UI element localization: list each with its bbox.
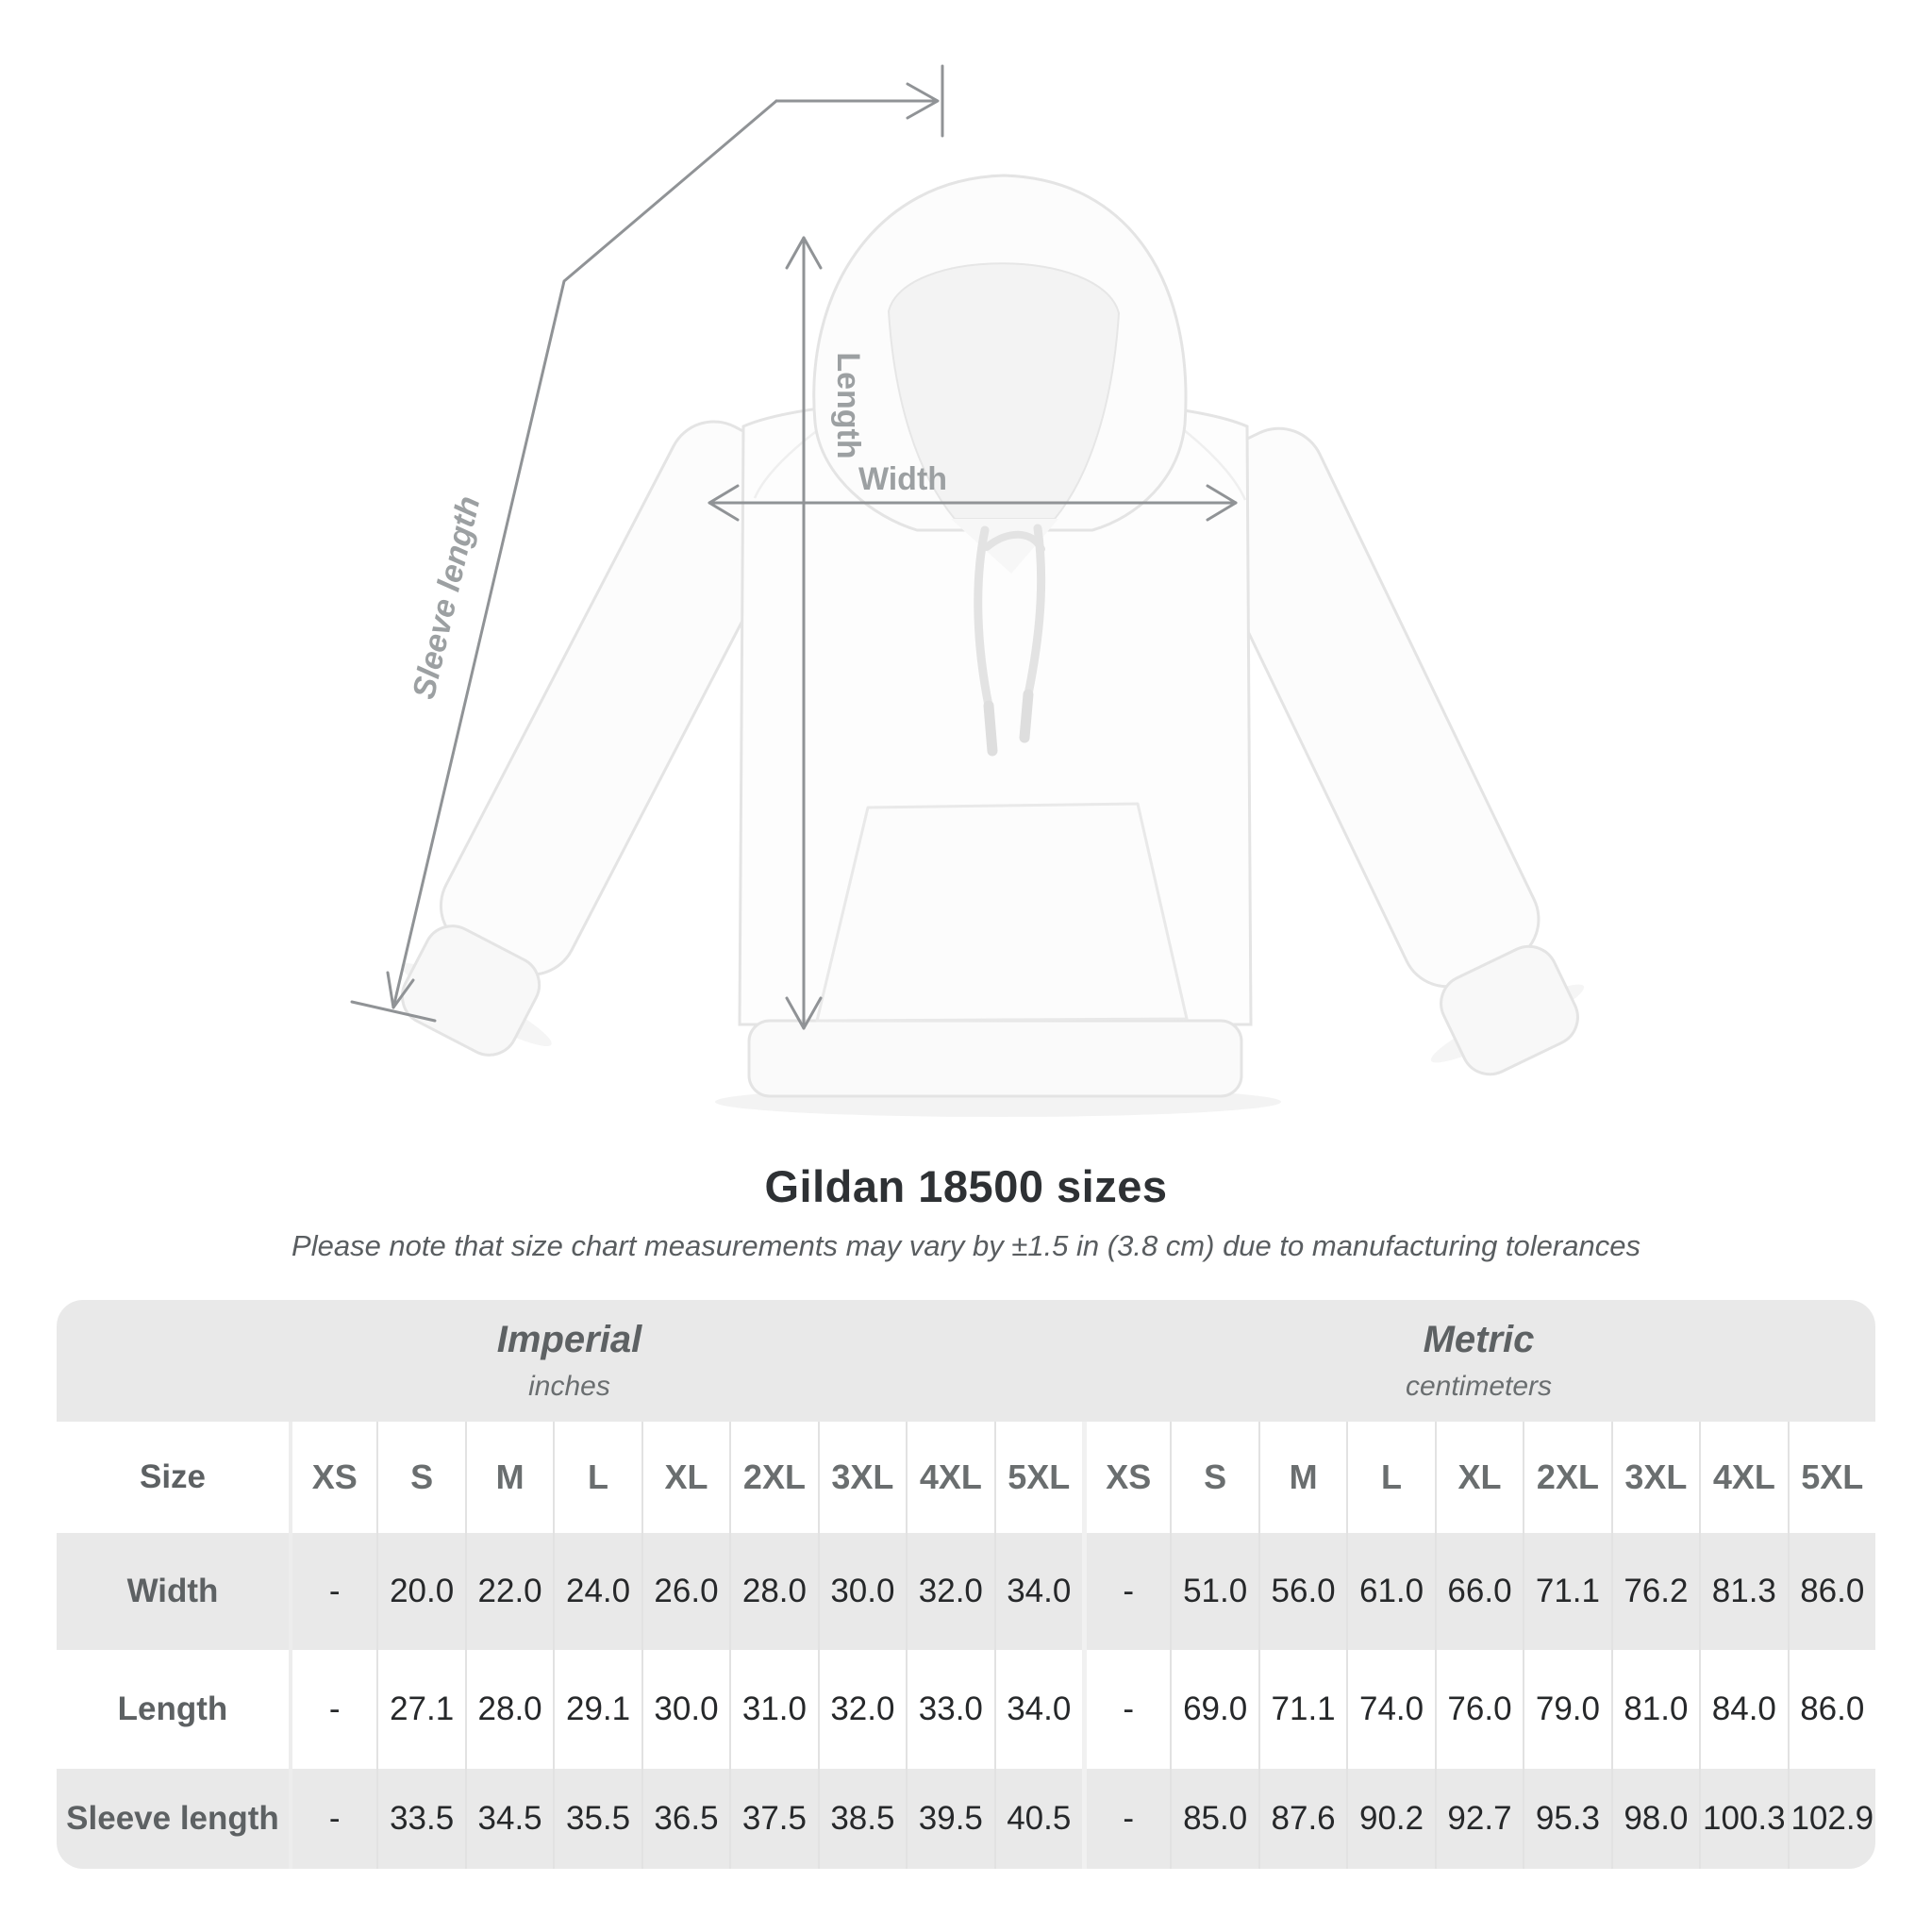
cell-width-metric-3xl: 76.2 bbox=[1611, 1533, 1699, 1650]
sleeve-length-label: Sleeve length bbox=[406, 492, 488, 703]
cell-width-imperial-l: 24.0 bbox=[553, 1533, 641, 1650]
cell-sleeve-length-imperial-xs: - bbox=[289, 1769, 376, 1869]
page-subtitle: Please note that size chart measurements may vary by ±1.5 in (3.8 cm) due to manufacturing tolerances bbox=[291, 1229, 1641, 1262]
size-header-2xl-metric: 2XL bbox=[1523, 1422, 1610, 1533]
cell-width-imperial-xl: 26.0 bbox=[641, 1533, 729, 1650]
cell-length-metric-xs: - bbox=[1082, 1650, 1170, 1769]
imperial-group-header bbox=[57, 1300, 1082, 1422]
size-header-xs-imperial: XS bbox=[289, 1422, 376, 1533]
cell-length-imperial-3xl: 32.0 bbox=[818, 1650, 906, 1769]
cell-width-imperial-3xl: 30.0 bbox=[818, 1533, 906, 1650]
cell-width-imperial-5xl: 34.0 bbox=[994, 1533, 1082, 1650]
cell-width-imperial-m: 22.0 bbox=[465, 1533, 553, 1650]
hoodie-illustration bbox=[392, 175, 1590, 1117]
size-header-xl-imperial: XL bbox=[641, 1422, 729, 1533]
size-header-4xl-metric: 4XL bbox=[1699, 1422, 1787, 1533]
cell-sleeve-length-metric-xl: 92.7 bbox=[1435, 1769, 1523, 1869]
size-header-2xl-imperial: 2XL bbox=[729, 1422, 817, 1533]
size-table-grid bbox=[57, 1300, 1875, 1869]
cell-width-metric-s: 51.0 bbox=[1170, 1533, 1257, 1650]
hem-band bbox=[749, 1021, 1241, 1096]
cell-length-metric-m: 71.1 bbox=[1258, 1650, 1346, 1769]
cell-sleeve-length-imperial-l: 35.5 bbox=[553, 1769, 641, 1869]
cell-width-imperial-s: 20.0 bbox=[376, 1533, 464, 1650]
size-header-l-imperial: L bbox=[553, 1422, 641, 1533]
cell-length-metric-s: 69.0 bbox=[1170, 1650, 1257, 1769]
cell-width-metric-5xl: 86.0 bbox=[1788, 1533, 1875, 1650]
cell-length-imperial-2xl: 31.0 bbox=[729, 1650, 817, 1769]
cell-length-metric-5xl: 86.0 bbox=[1788, 1650, 1875, 1769]
size-header-m-imperial: M bbox=[465, 1422, 553, 1533]
cell-width-metric-2xl: 71.1 bbox=[1523, 1533, 1610, 1650]
cell-sleeve-length-metric-4xl: 100.3 bbox=[1699, 1769, 1787, 1869]
size-header-l-metric: L bbox=[1346, 1422, 1434, 1533]
size-header-xl-metric: XL bbox=[1435, 1422, 1523, 1533]
size-header-xs-metric: XS bbox=[1082, 1422, 1170, 1533]
size-header-m-metric: M bbox=[1258, 1422, 1346, 1533]
size-header-s-metric: S bbox=[1170, 1422, 1257, 1533]
cell-sleeve-length-imperial-s: 33.5 bbox=[376, 1769, 464, 1869]
cell-sleeve-length-metric-l: 90.2 bbox=[1346, 1769, 1434, 1869]
length-label: Length bbox=[830, 352, 866, 459]
size-header-3xl-imperial: 3XL bbox=[818, 1422, 906, 1533]
row-label-width: Width bbox=[57, 1533, 289, 1650]
size-column-header: Size bbox=[139, 1458, 207, 1495]
kangaroo-pocket bbox=[817, 804, 1187, 1021]
size-header-4xl-imperial: 4XL bbox=[906, 1422, 993, 1533]
width-label: Width bbox=[858, 461, 948, 497]
cell-width-imperial-xs: - bbox=[289, 1533, 376, 1650]
cell-width-metric-xl: 66.0 bbox=[1435, 1533, 1523, 1650]
cell-length-imperial-xl: 30.0 bbox=[641, 1650, 729, 1769]
cell-sleeve-length-imperial-2xl: 37.5 bbox=[729, 1769, 817, 1869]
cell-sleeve-length-metric-xs: - bbox=[1082, 1769, 1170, 1869]
cell-sleeve-length-metric-s: 85.0 bbox=[1170, 1769, 1257, 1869]
size-header-3xl-metric: 3XL bbox=[1611, 1422, 1699, 1533]
cell-width-imperial-4xl: 32.0 bbox=[906, 1533, 993, 1650]
cell-length-metric-xl: 76.0 bbox=[1435, 1650, 1523, 1769]
cell-length-metric-2xl: 79.0 bbox=[1523, 1650, 1610, 1769]
cell-length-metric-3xl: 81.0 bbox=[1611, 1650, 1699, 1769]
cell-length-imperial-l: 29.1 bbox=[553, 1650, 641, 1769]
row-label-sleeve-length: Sleeve length bbox=[57, 1769, 289, 1869]
metric-group-title: Metric bbox=[1423, 1319, 1535, 1360]
size-header-s-imperial: S bbox=[376, 1422, 464, 1533]
cell-sleeve-length-imperial-5xl: 40.5 bbox=[994, 1769, 1082, 1869]
size-header-5xl-imperial: 5XL bbox=[994, 1422, 1082, 1533]
metric-group-unit: centimeters bbox=[1405, 1371, 1553, 1402]
cell-length-imperial-5xl: 34.0 bbox=[994, 1650, 1082, 1769]
cell-width-metric-l: 61.0 bbox=[1346, 1533, 1434, 1650]
cell-length-imperial-4xl: 33.0 bbox=[906, 1650, 993, 1769]
cell-width-metric-xs: - bbox=[1082, 1533, 1170, 1650]
cell-width-metric-4xl: 81.3 bbox=[1699, 1533, 1787, 1650]
cell-width-metric-m: 56.0 bbox=[1258, 1533, 1346, 1650]
cell-length-imperial-s: 27.1 bbox=[376, 1650, 464, 1769]
cell-length-metric-l: 74.0 bbox=[1346, 1650, 1434, 1769]
cell-width-imperial-2xl: 28.0 bbox=[729, 1533, 817, 1650]
cell-sleeve-length-metric-2xl: 95.3 bbox=[1523, 1769, 1610, 1869]
cell-sleeve-length-imperial-m: 34.5 bbox=[465, 1769, 553, 1869]
cell-sleeve-length-imperial-3xl: 38.5 bbox=[818, 1769, 906, 1869]
page-title: Gildan 18500 sizes bbox=[764, 1161, 1168, 1211]
cell-sleeve-length-metric-m: 87.6 bbox=[1258, 1769, 1346, 1869]
cell-sleeve-length-imperial-4xl: 39.5 bbox=[906, 1769, 993, 1869]
cell-sleeve-length-metric-5xl: 102.9 bbox=[1788, 1769, 1875, 1869]
size-header-5xl-metric: 5XL bbox=[1788, 1422, 1875, 1533]
row-label-length: Length bbox=[117, 1690, 228, 1727]
cell-sleeve-length-metric-3xl: 98.0 bbox=[1611, 1769, 1699, 1869]
cell-length-imperial-m: 28.0 bbox=[465, 1650, 553, 1769]
imperial-group-title: Imperial bbox=[496, 1319, 642, 1360]
metric-group-header bbox=[1082, 1300, 1875, 1422]
imperial-group-unit: inches bbox=[528, 1371, 610, 1402]
cell-sleeve-length-imperial-xl: 36.5 bbox=[641, 1769, 729, 1869]
cell-length-imperial-xs: - bbox=[289, 1650, 376, 1769]
cell-length-metric-4xl: 84.0 bbox=[1699, 1650, 1787, 1769]
